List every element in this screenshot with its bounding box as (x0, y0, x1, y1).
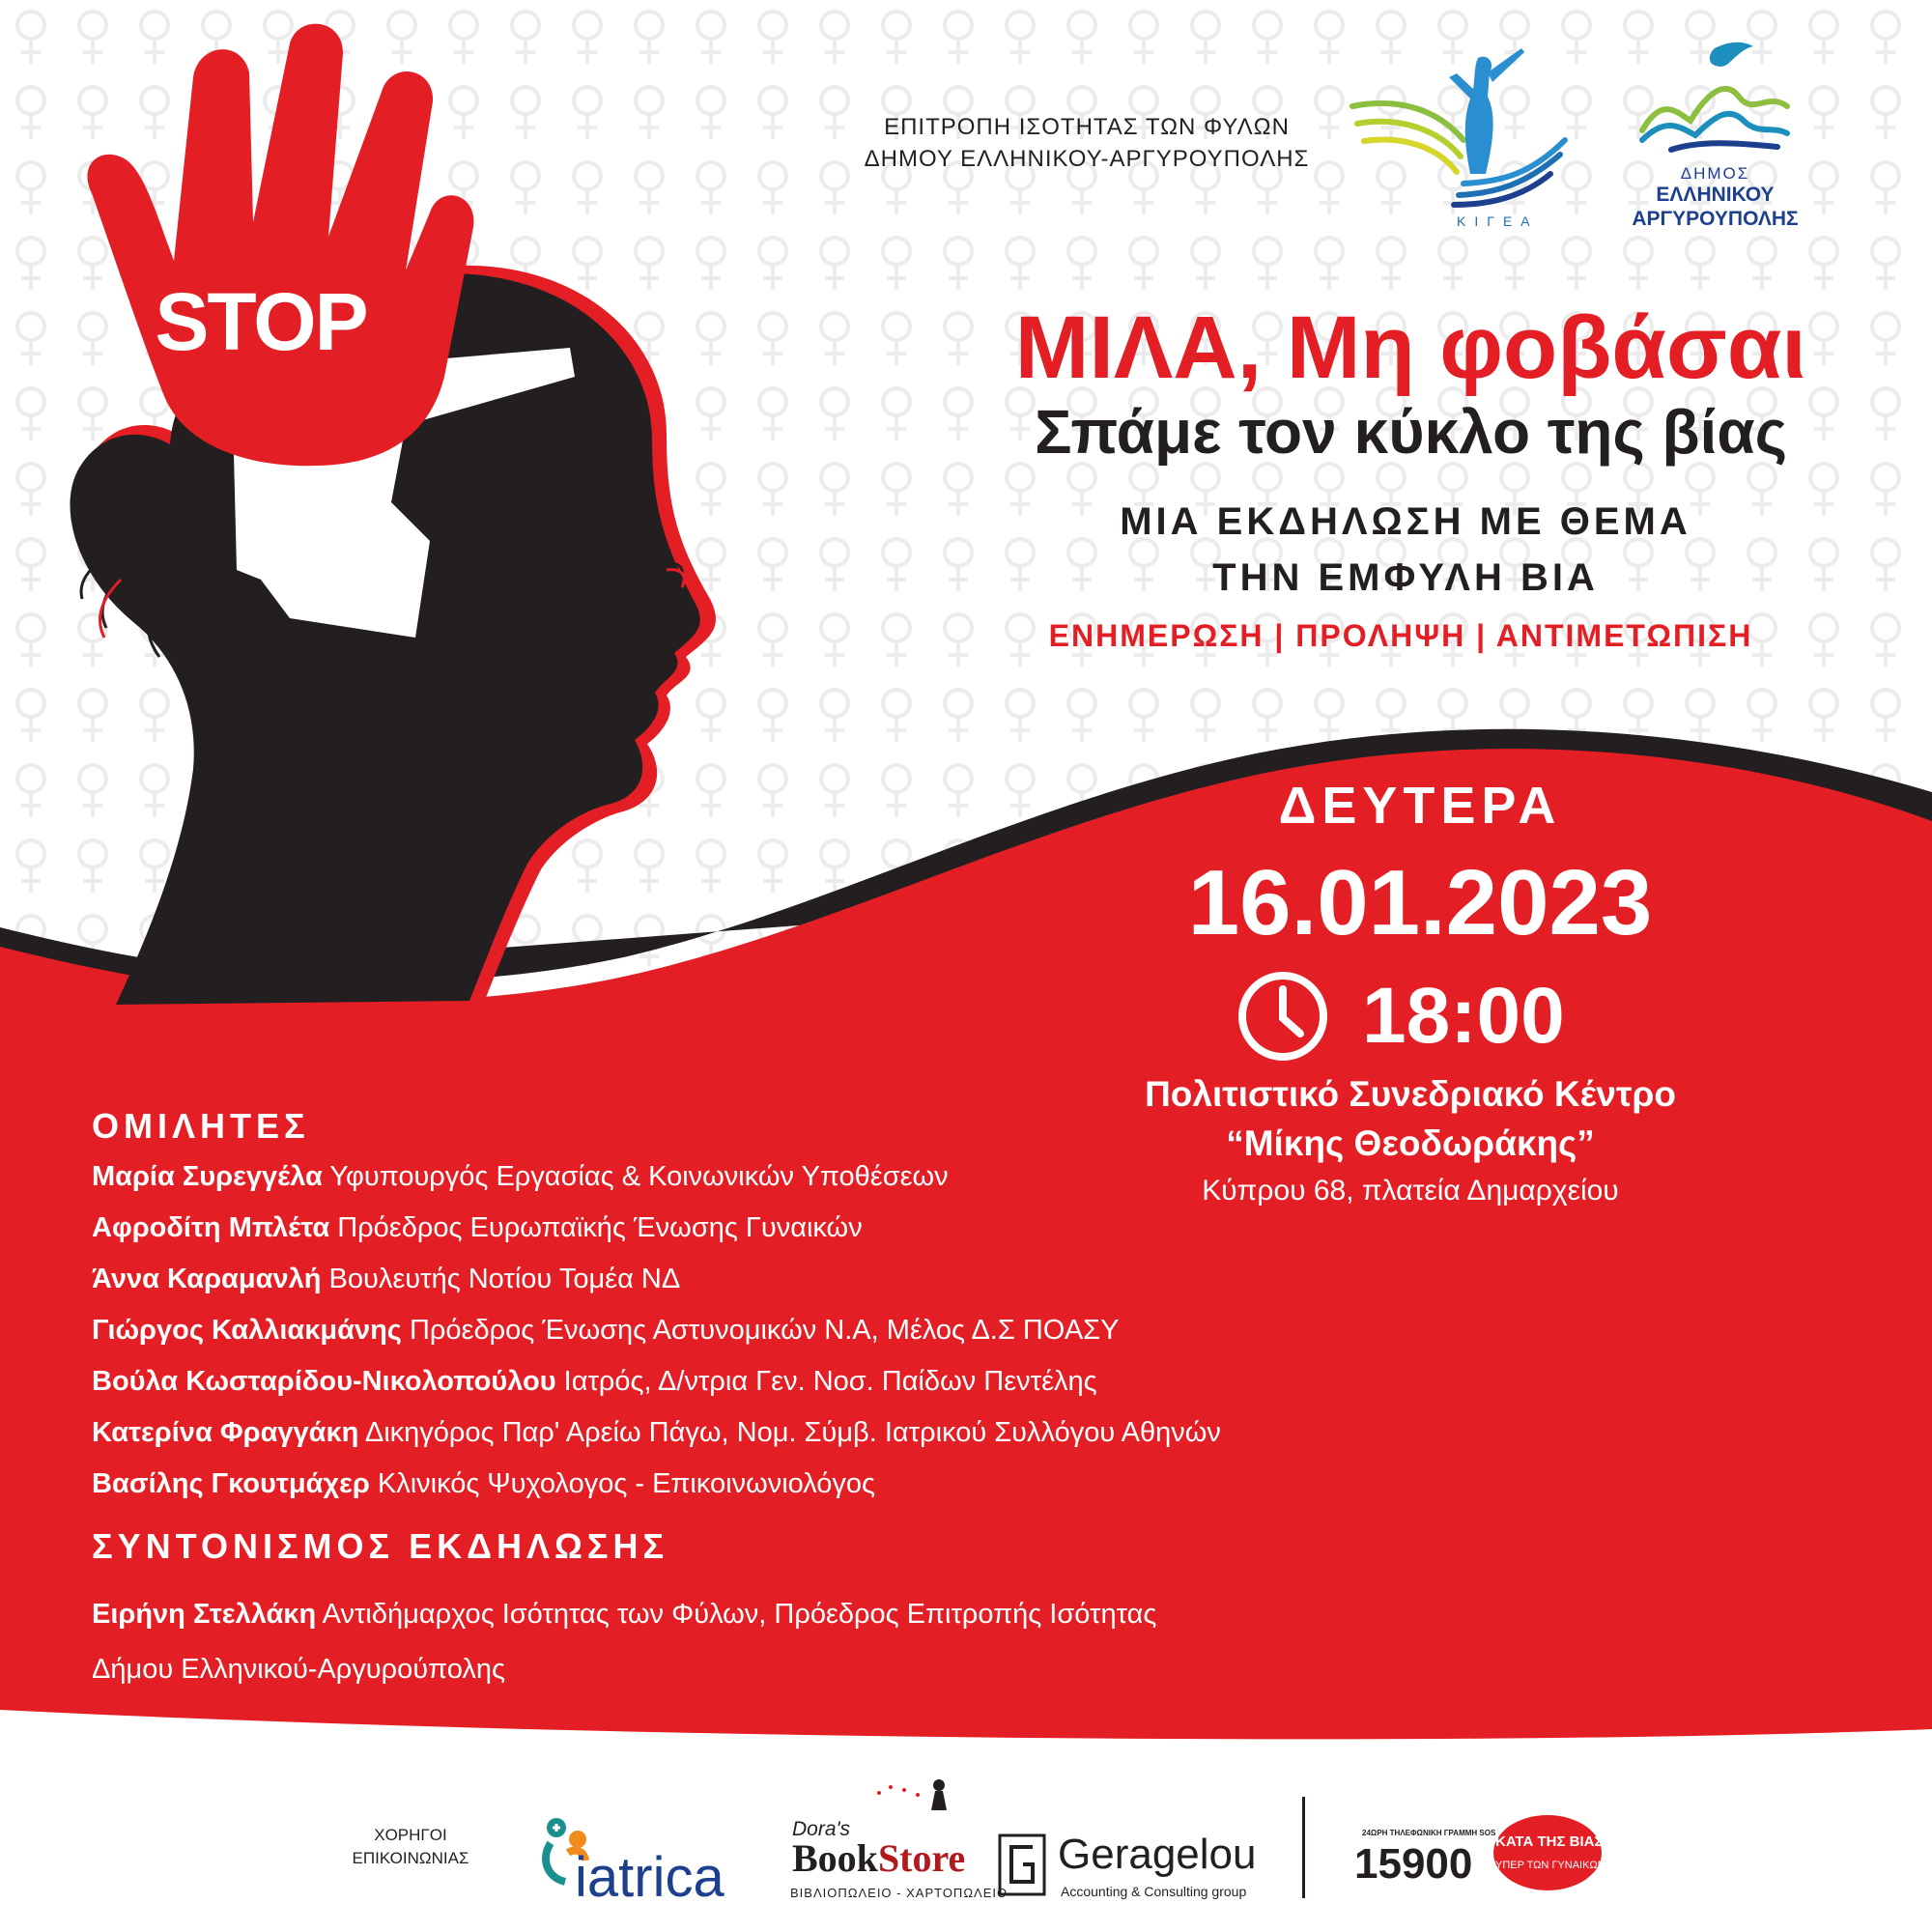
speaker-name: Βούλα Κωσταρίδου-Νικολοπούλου (92, 1366, 556, 1397)
speaker-row (92, 1315, 1119, 1347)
sponsors-label (328, 1824, 493, 1870)
main-subtitle: Σπάμε τον κύκλο της βίας (1035, 397, 1787, 467)
speaker-role: Κλινικός Ψυχολογος - Επικοινωνιολόγος (377, 1468, 876, 1499)
dimos-logo-line2: ΕΛΛΗΝΙΚΟΥ (1656, 184, 1775, 206)
speaker-row (92, 1264, 680, 1295)
speaker-role: Υφυπουργός Εργασίας & Κοινωνικών Υποθέσεων (329, 1161, 949, 1192)
doras-bookstore-subtitle: ΒΙΒΛΙΟΠΩΛΕΙΟ - ΧΑΡΤΟΠΩΛΕΙΟ (790, 1886, 1009, 1900)
speaker-role: Πρόεδρος Ευρωπαϊκής Ένωσης Γυναικών (337, 1212, 863, 1243)
speaker-role: Ιατρός, Δ/ντρια Γεν. Νοσ. Παίδων Πεντέλης (563, 1366, 1097, 1397)
girl-reading-icon (869, 1776, 956, 1814)
sponsor-divider (1302, 1797, 1305, 1898)
event-theme-line1: ΜΙΑ ΕΚΔΗΛΩΣΗ ΜΕ ΘΕΜΑ (1120, 500, 1691, 543)
organizer-block (850, 111, 1323, 175)
dimos-logo (1633, 39, 1797, 159)
bookstore-store: Store (877, 1836, 966, 1880)
speaker-row (92, 1366, 1097, 1398)
sos-line-label: 24ΩΡΗ ΤΗΛΕΦΩΝΙΚΗ ΓΡΑΜΜΗ SOS (1362, 1829, 1496, 1837)
coordinator-role-line2: Δήμου Ελληνικού-Αργυρούπολης (92, 1654, 505, 1685)
event-theme-line2: ΤΗΝ ΕΜΦΥΛΗ ΒΙΑ (1212, 556, 1599, 599)
speaker-role: Πρόεδρος Ένωσης Αστυνομικών Ν.Α, Μέλος Δ.Σ ΠΟΑΣΥ (409, 1315, 1120, 1346)
sos-number: 15900 (1354, 1840, 1473, 1888)
clock-icon (1235, 968, 1331, 1065)
sponsors-label-line1: ΧΟΡΗΓΟΙ (374, 1826, 447, 1844)
speaker-role: Βουλευτής Νοτίου Τομέα ΝΔ (328, 1264, 681, 1294)
geragelou-logo-icon (998, 1833, 1046, 1896)
geragelou-subtitle: Accounting & Consulting group (1061, 1884, 1247, 1899)
kigea-logo (1343, 39, 1575, 232)
doras-logo-small: Dora's (792, 1818, 851, 1840)
speaker-row (92, 1417, 1221, 1449)
speaker-name: Άννα Καραμανλή (92, 1264, 322, 1294)
venue-name-line1: Πολιτιστικό Συνεδριακό Κέντρο (1145, 1074, 1676, 1114)
main-title: ΜΙΛΑ, Μη φοβάσαι (1014, 298, 1806, 397)
speaker-row (92, 1468, 875, 1500)
coordination-heading: ΣΥΝΤΟΝΙΣΜΟΣ ΕΚΔΗΛΩΣΗΣ (92, 1526, 669, 1566)
organizer-line1: ΕΠΙΤΡΟΠΗ ΙΣΟΤΗΤΑΣ ΤΩΝ ΦΥΛΩΝ (884, 114, 1290, 140)
speaker-row (92, 1161, 949, 1193)
bookstore-book: Book (792, 1836, 878, 1880)
kigea-logo-text: ΚΙΓΕΑ (1457, 213, 1539, 229)
event-date: 16.01.2023 (1187, 851, 1653, 954)
dimos-logo-line3: ΑΡΓΥΡΟΥΠΟΛΗΣ (1632, 208, 1799, 230)
speaker-name: Κατερίνα Φραγγάκη (92, 1417, 359, 1448)
coordinator-name: Ειρήνη Στελλάκη (92, 1599, 317, 1630)
venue-name-line2: “Μίκης Θεοδωράκης” (1226, 1123, 1595, 1163)
coordinator-role: Αντιδήμαρχος Ισότητας των Φύλων, Πρόεδρος Επιτροπής Ισότητας (322, 1599, 1157, 1630)
kata-tis-vias-line1: ΚΑΤΑ ΤΗΣ ΒΙΑΣ (1495, 1833, 1604, 1850)
iatrica-logo: iatrica (575, 1846, 724, 1909)
coordinator-row (92, 1599, 1156, 1631)
kata-tis-vias-line2: ΥΠΕΡ ΤΩΝ ΓΥΝΑΙΚΩΝ (1495, 1860, 1605, 1871)
event-keywords: ΕΝΗΜΕΡΩΣΗ | ΠΡΟΛΗΨΗ | ΑΝΤΙΜΕΤΩΠΙΣΗ (1048, 618, 1753, 653)
stop-label: STOP (155, 276, 367, 367)
speaker-name: Αφροδίτη Μπλέτα (92, 1212, 330, 1243)
kata-tis-vias-badge (1492, 1814, 1604, 1891)
speaker-name: Γιώργος Καλλιακμάνης (92, 1315, 402, 1346)
speaker-role: Δικηγόρος Παρ' Αρείω Πάγω, Νομ. Σύμβ. Ιατρικού Συλλόγου Αθηνών (364, 1417, 1221, 1448)
speakers-heading: ΟΜΙΛΗΤΕΣ (92, 1106, 310, 1146)
event-time: 18:00 (1362, 972, 1565, 1060)
sponsors-label-line2: ΕΠΙΚΟΙΝΩΝΙΑΣ (352, 1849, 469, 1867)
speaker-name: Βασίλης Γκουτμάχερ (92, 1468, 370, 1499)
dimos-logo-line1: ΔΗΜΟΣ (1680, 164, 1750, 183)
geragelou-logo: Geragelou (1058, 1831, 1257, 1878)
venue-address: Κύπρου 68, πλατεία Δημαρχείου (1202, 1175, 1619, 1207)
organizer-line2: ΔΗΜΟΥ ΕΛΛΗΝΙΚΟΥ-ΑΡΓΥΡΟΥΠΟΛΗΣ (864, 146, 1310, 172)
speaker-row (92, 1212, 863, 1244)
speaker-name: Μαρία Συρεγγέλα (92, 1161, 323, 1192)
event-day: ΔΕΥΤΕΡΑ (1278, 777, 1562, 835)
doras-bookstore-logo (792, 1835, 965, 1881)
